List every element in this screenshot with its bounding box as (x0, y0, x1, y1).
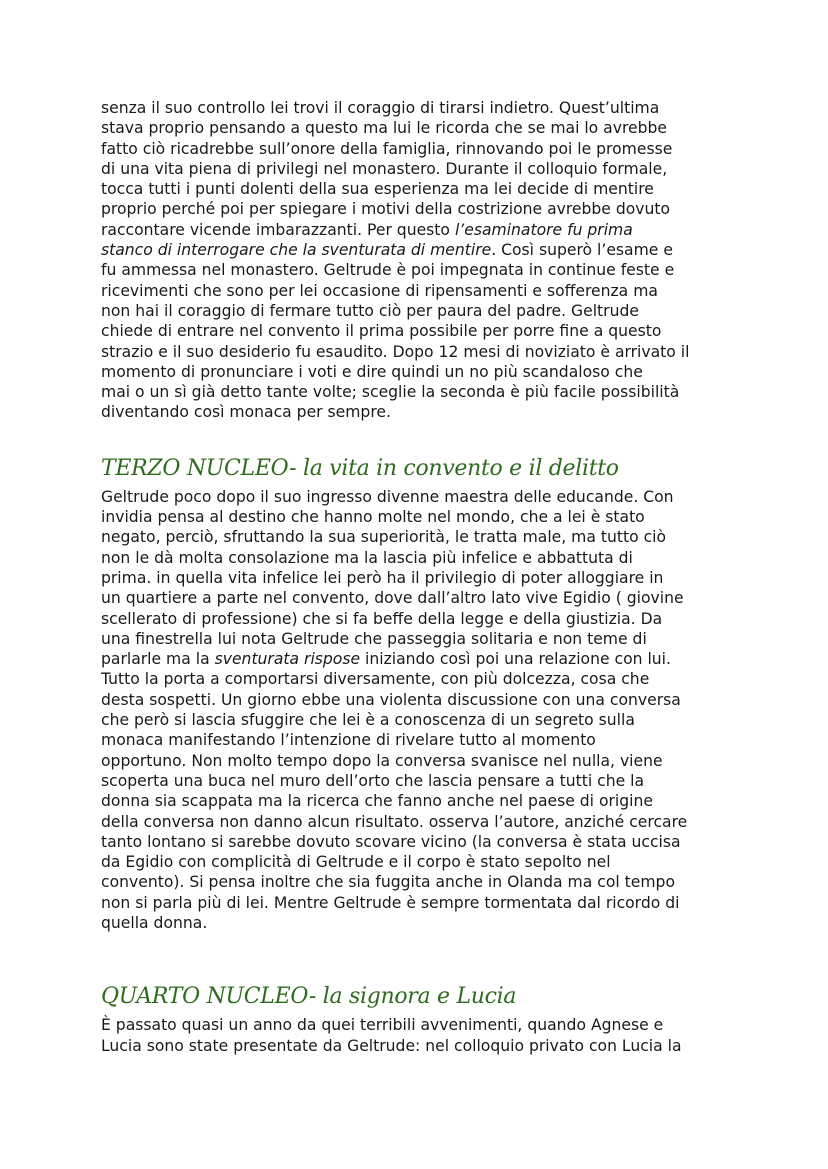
text-line: non hai il coraggio di fermare tutto ciò per paura del padre. Geltrude (101, 301, 639, 320)
section-heading-terzo: TERZO NUCLEO- la vita in convento e il delitto (101, 455, 619, 481)
text-line: Lucia sono state presentate da Geltrude: nel colloquio privato con Lucia la (101, 1036, 682, 1055)
text-line: chiede di entrare nel convento il prima possibile per porre fine a questo (101, 322, 662, 341)
text-line: della conversa non danno alcun risultato. osserva l’autore, anziché cercare (101, 812, 688, 831)
section-heading-quarto: QUARTO NUCLEO- la signora e Lucia (101, 984, 517, 1010)
text-line: mai o un sì già detto tante volte; sceglie la seconda è più facile possibilità (101, 383, 680, 402)
italic-quote: stanco di interrogare che la sventurata di mentire (101, 241, 492, 260)
text-line: strazio e il suo desiderio fu esaudito. Dopo 12 mesi di noviziato è arrivato il (101, 342, 690, 361)
text-line: diventando così monaca per sempre. (101, 403, 391, 422)
text-span: . Così superò l’esame e (491, 241, 673, 260)
text-line: monaca manifestando l’intenzione di rivelare tutto al momento (101, 731, 596, 750)
text-line: di una vita piena di privilegi nel monastero. Durante il colloquio formale, (101, 159, 668, 178)
text-line: momento di pronunciare i voti e dire quindi un no più scandaloso che (101, 362, 643, 381)
text-span: parlarle ma la (101, 650, 215, 669)
text-line: opportuno. Non molto tempo dopo la conversa svanisce nel nulla, viene (101, 751, 663, 770)
text-line: una finestrella lui nota Geltrude che passeggia solitaria e non teme di (101, 629, 647, 648)
text-line: che però si lascia sfuggire che lei è a conoscenza di un segreto sulla (101, 711, 635, 730)
text-line: da Egidio con complicità di Geltrude e il corpo è stato sepolto nel (101, 853, 611, 872)
paragraph-terzo (101, 487, 741, 934)
text-line: donna sia scappata ma la ricerca che fanno anche nel paese di origine (101, 792, 653, 811)
text-line: negato, perciò, sfruttando la sua superiorità, le tratta male, ma tutto ciò (101, 528, 667, 547)
text-line: Geltrude poco dopo il suo ingresso divenne maestra delle educande. Con (101, 487, 674, 506)
text-line: senza il suo controllo lei trovi il coraggio di tirarsi indietro. Quest’ultima (101, 99, 660, 117)
text-span: raccontare vicende imbarazzanti. Per questo (101, 220, 450, 239)
text-line: quella donna. (101, 913, 208, 932)
text-line: convento). Si pensa inoltre che sia fuggita anche in Olanda ma col tempo (101, 873, 675, 892)
text-line (101, 220, 633, 240)
italic-quote: sventurata rispose (214, 650, 361, 669)
text-line: scellerato di professione) che si fa beffe della legge e della giustizia. Da (101, 609, 663, 628)
text-line: tanto lontano si sarebbe dovuto scovare vicino (la conversa è stata uccisa (101, 832, 681, 851)
paragraph-quarto (101, 1015, 741, 1056)
text-line: prima. in quella vita infelice lei però ha il privilegio di poter alloggiare in (101, 568, 664, 587)
text-line: Tutto la porta a comportarsi diversamente, con più dolcezza, cosa che (101, 670, 650, 689)
text-line (101, 240, 673, 260)
text-line: un quartiere a parte nel convento, dove dall’altro lato vive Egidio ( giovine (101, 589, 684, 608)
text-line: È passato quasi un anno da quei terribili avvenimenti, quando Agnese e (101, 1016, 664, 1035)
text-line: ricevimenti che sono per lei occasione di ripensamenti e sofferenza ma (101, 281, 658, 300)
document-page (101, 98, 741, 1056)
text-line (101, 649, 671, 669)
text-line: proprio perché poi per spiegare i motivi della costrizione avrebbe dovuto (101, 200, 671, 219)
text-line: fu ammessa nel monastero. Geltrude è poi impegnata in continue feste e (101, 261, 675, 280)
text-span: iniziando così poi una relazione con lui. (360, 650, 671, 669)
paragraph-intro (101, 98, 741, 423)
text-line: desta sospetti. Un giorno ebbe una violenta discussione con una conversa (101, 690, 681, 709)
italic-quote: l’esaminatore fu prima (454, 220, 633, 239)
text-line: invidia pensa al destino che hanno molte nel mondo, che a lei è stato (101, 508, 645, 527)
text-line: non si parla più di lei. Mentre Geltrude è sempre tormentata dal ricordo di (101, 893, 680, 912)
text-line: tocca tutti i punti dolenti della sua esperienza ma lei decide di mentire (101, 180, 654, 199)
text-line: stava proprio pensando a questo ma lui le ricorda che se mai lo avrebbe (101, 119, 668, 138)
text-line: non le dà molta consolazione ma la lascia più infelice e abbattuta di (101, 548, 633, 567)
text-line: scoperta una buca nel muro dell’orto che lascia pensare a tutti che la (101, 771, 645, 790)
text-line: fatto ciò ricadrebbe sull’onore della famiglia, rinnovando poi le promesse (101, 139, 673, 158)
